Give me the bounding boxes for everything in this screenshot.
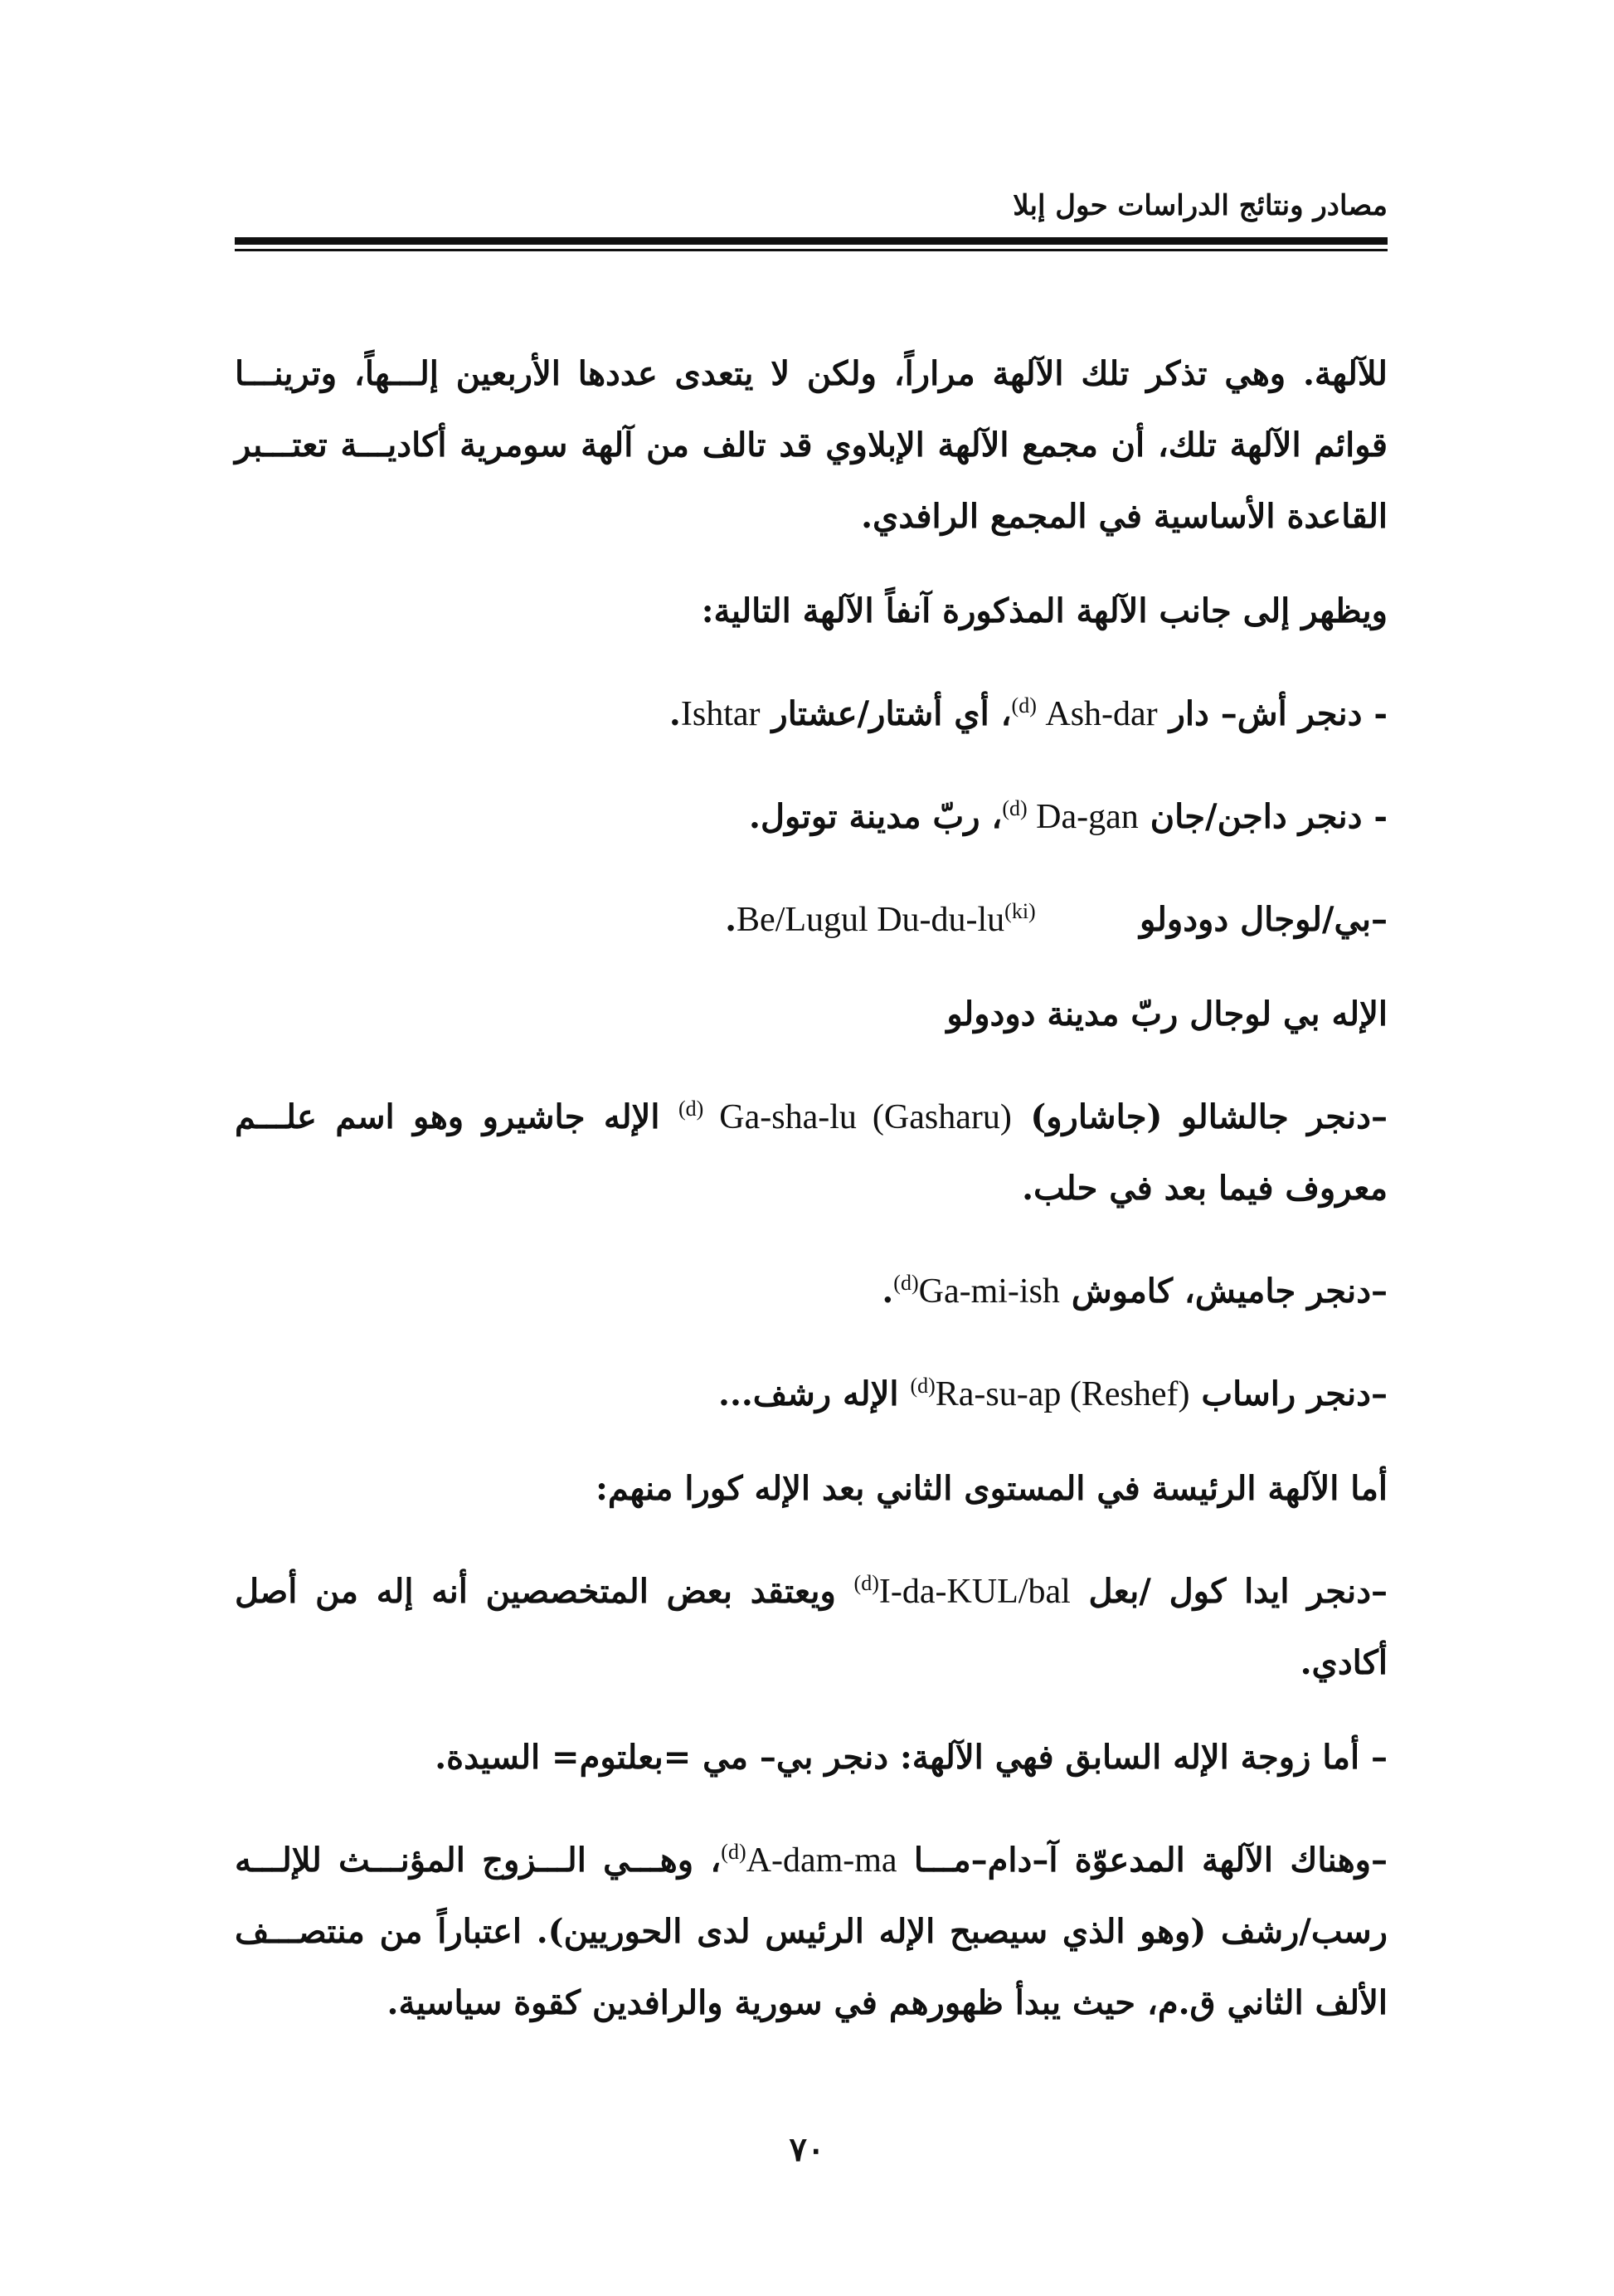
running-header xyxy=(235,189,1388,255)
paragraph-second-level: أما الآلهة الرئيسة في المستوى الثاني بعد الإله كورا منهم: xyxy=(596,1469,1388,1508)
list-item-gashalu xyxy=(235,1073,1388,1224)
list-item-dagan xyxy=(235,773,1388,853)
ishtar-latin: Ishtar xyxy=(680,695,761,733)
idakul-superscript: (d) xyxy=(853,1571,879,1595)
adamma-superscript: (d) xyxy=(721,1840,746,1864)
list-item-adamma xyxy=(235,1817,1388,2039)
header-rule-thick xyxy=(235,237,1388,245)
belugul-end: . xyxy=(725,900,737,939)
ashdar-end: . xyxy=(668,694,681,733)
dagan-latin xyxy=(1002,798,1138,836)
dagan-latin-name: Da-gan xyxy=(1036,798,1139,836)
gamish-latin xyxy=(893,1272,1060,1311)
gamish-text: –دنجر جاميش، كاموش xyxy=(1059,1272,1388,1311)
rasuap-latin-name: Ra-su-ap xyxy=(935,1375,1062,1413)
adamma-latin-name: A-dam-ma xyxy=(746,1841,897,1880)
rasuap-latin xyxy=(910,1375,1189,1413)
page-number: ٧٠ xyxy=(789,2130,825,2169)
gamish-superscript: (d) xyxy=(893,1271,919,1295)
paragraph-belugul-lord: الإله بي لوجال ربّ مدينة دودولو xyxy=(946,995,1388,1034)
ashdar-text: - دنجر أش– دار xyxy=(1157,694,1388,733)
ashdar-superscript: (d) xyxy=(1011,693,1037,718)
list-item-ashdar xyxy=(235,670,1388,750)
rasuap-superscript: (d) xyxy=(910,1374,936,1398)
paragraph-intro: للآلهة. وهي تذكر تلك الآلهة مراراً، ولكن لا يتعدى عددها الأربعين إلـــهاً، وترينـــا قوائم الآلهة تلك، أن مجمع الآلهة الإبلاوي قد تالف من آلهة سومرية أكاديـــة تعتـــبر القاعدة الأساسية في المجمع الرافدي. xyxy=(235,354,1388,536)
belugul-latin xyxy=(737,901,1036,939)
gashalu-latin-name: Ga-sha-lu (Gasharu) xyxy=(719,1098,1012,1136)
rasuap-text: –دنجر راساب xyxy=(1189,1374,1388,1413)
adamma-gloss: ، وهـــي الـــزوج المؤنـــث للإلـــه رسب/رشف (وهو الذي سيصبح الإله الرئيس لدى الحوريين). اعتباراً من منتصـــف الألف الثاني ق.م، حيث يبدأ ظهورهم في سورية والرافدين كقوة سياسية. xyxy=(235,1841,1388,2022)
reshef-latin: (Reshef) xyxy=(1061,1375,1190,1413)
idakul-latin-name: I-da-KUL/bal xyxy=(878,1573,1071,1611)
gamish-latin-name: Ga-mi-ish xyxy=(918,1272,1060,1311)
paragraph-wife: – أما زوجة الإله السابق فهي الآلهة: دنجر بي– مي =بعلتوم= السيدة. xyxy=(435,1738,1388,1777)
gashalu-text: –دنجر جالشالو (جاشارو) xyxy=(1011,1097,1388,1136)
belugul-latin-name: Be/Lugul Du-du-lu xyxy=(737,901,1005,939)
running-header-title: مصادر ونتائج الدراسات حول إبلا xyxy=(1013,189,1388,222)
gashalu-superscript: (d) xyxy=(678,1097,704,1121)
page-body xyxy=(235,338,1388,2062)
idakul-latin xyxy=(854,1573,1071,1611)
ashdar-latin xyxy=(1012,695,1158,733)
ashdar-latin-name: Ash-dar xyxy=(1045,695,1158,733)
rasuap-gloss: الإله رشف... xyxy=(718,1374,911,1413)
ashdar-gloss: ، أي أشتار/عشتار xyxy=(760,694,1012,733)
gamish-end: . xyxy=(882,1272,894,1311)
belugul-text: –بي/لوجال دودولو xyxy=(1128,900,1388,939)
paragraph-gods-list-intro: ويظهر إلى جانب الآلهة المذكورة آنفاً الآلهة التالية: xyxy=(701,591,1388,630)
idakul-text: –دنجر ايدا كول /بعل xyxy=(1070,1572,1388,1611)
adamma-latin xyxy=(721,1841,897,1880)
gashalu-gloss: الإله جاشيرو وهو اسم علـــم معروف فيما بعد في حلب. xyxy=(235,1097,1388,1208)
belugul-superscript: (ki) xyxy=(1004,899,1036,923)
list-item-idakul xyxy=(235,1548,1388,1699)
list-item-gamish xyxy=(235,1248,1388,1327)
dagan-text: - دنجر داجن/جان xyxy=(1138,797,1388,836)
dagan-superscript: (d) xyxy=(1002,796,1028,820)
gashalu-latin xyxy=(678,1098,1012,1136)
list-item-rasuap xyxy=(235,1350,1388,1430)
dagan-gloss: ، ربّ مدينة توتول. xyxy=(749,797,1003,836)
adamma-text: –وهناك الآلهة المدعوّة آ–دام–مـــا xyxy=(897,1841,1388,1880)
header-rule-thin xyxy=(235,249,1388,251)
list-item-belugul xyxy=(235,876,1388,956)
idakul-gloss: ويعتقد بعض المتخصصين أنه إله من أصل أكادي. xyxy=(235,1572,1388,1682)
